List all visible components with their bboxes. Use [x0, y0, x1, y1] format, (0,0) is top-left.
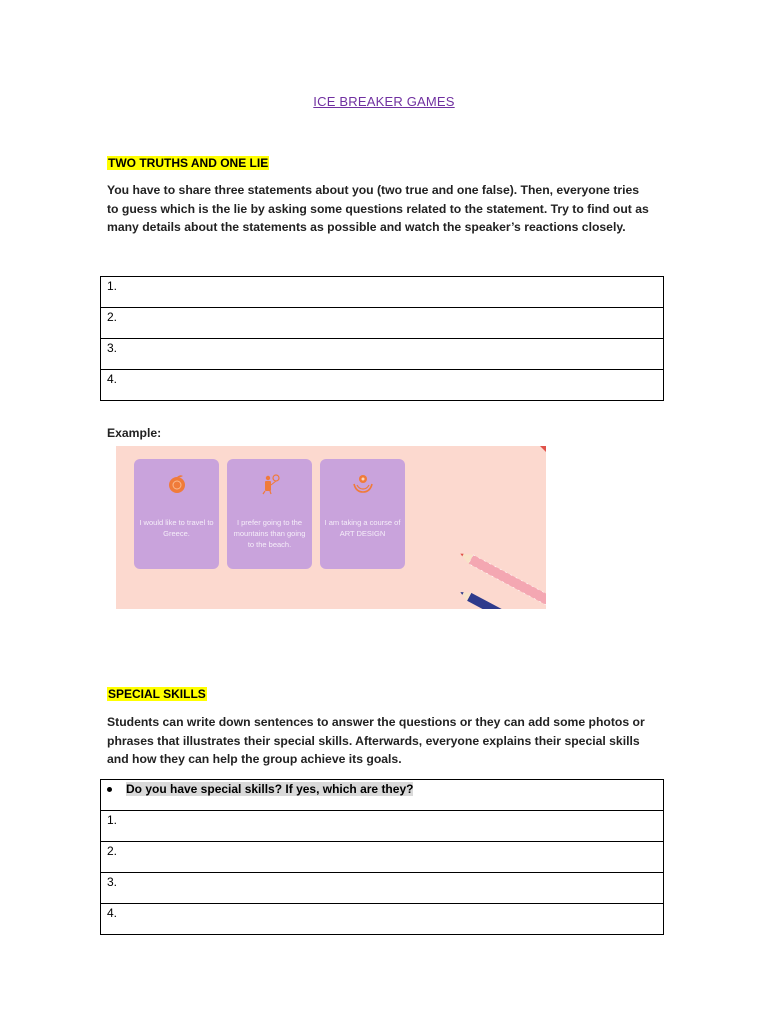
table-cell[interactable]: 3.: [101, 339, 664, 370]
card-text: I prefer going to the mountains than going to the beach.: [233, 518, 306, 549]
table-cell[interactable]: 4.: [101, 904, 664, 935]
table-cell[interactable]: 2.: [101, 308, 664, 339]
example-card: [134, 459, 219, 569]
pencil-tip-icon: [534, 446, 546, 452]
heading-text: TWO TRUTHS AND ONE LIE: [108, 156, 269, 170]
skills-table: [100, 779, 664, 935]
section-paragraph: Students can write down sentences to answer the questions or they can add some photos or phrases that illustrates their special skills. Afterwards, everyone explains their special skills and how they can help the group achieve its goals.: [107, 715, 645, 766]
page-title: ICE BREAKER GAMES: [313, 94, 455, 109]
orange-icon: [166, 473, 188, 495]
table-cell[interactable]: 4.: [101, 370, 664, 401]
example-label: Example:: [107, 426, 162, 440]
bullet-icon: [107, 787, 112, 792]
table-cell[interactable]: 1.: [101, 811, 664, 842]
table-row: [101, 308, 664, 339]
question-cell: [101, 780, 664, 811]
hands-award-icon: [352, 473, 374, 495]
statements-table: [100, 276, 664, 401]
example-card: [320, 459, 405, 569]
pencil-illustration: [446, 546, 546, 609]
mountain-hiker-icon: [259, 473, 281, 495]
table-cell[interactable]: 3.: [101, 873, 664, 904]
table-row: [101, 339, 664, 370]
card-text: I am taking a course of ART DESIGN: [324, 518, 401, 538]
example-card: [227, 459, 312, 569]
table-row: [101, 842, 664, 873]
heading-text: SPECIAL SKILLS: [108, 687, 206, 701]
section-heading-special-skills: [107, 685, 207, 703]
section-paragraph: You have to share three statements about you (two true and one false). Then, everyone tries to guess which is the lie by asking some questions related to the statement. Try to find out as many details about the statements as possible and watch the speaker’s reactions closely.: [107, 183, 649, 234]
example-illustration: [116, 446, 546, 609]
table-cell[interactable]: 2.: [101, 842, 664, 873]
card-text: I would like to travel to Greece.: [139, 518, 214, 538]
table-row: [101, 904, 664, 935]
question-text: Do you have special skills? If yes, which are they?: [126, 782, 414, 796]
question-row: [101, 780, 664, 811]
table-row: [101, 277, 664, 308]
table-row: [101, 873, 664, 904]
table-row: [101, 811, 664, 842]
table-row: [101, 370, 664, 401]
table-cell[interactable]: 1.: [101, 277, 664, 308]
section-heading-two-truths: [107, 154, 269, 172]
